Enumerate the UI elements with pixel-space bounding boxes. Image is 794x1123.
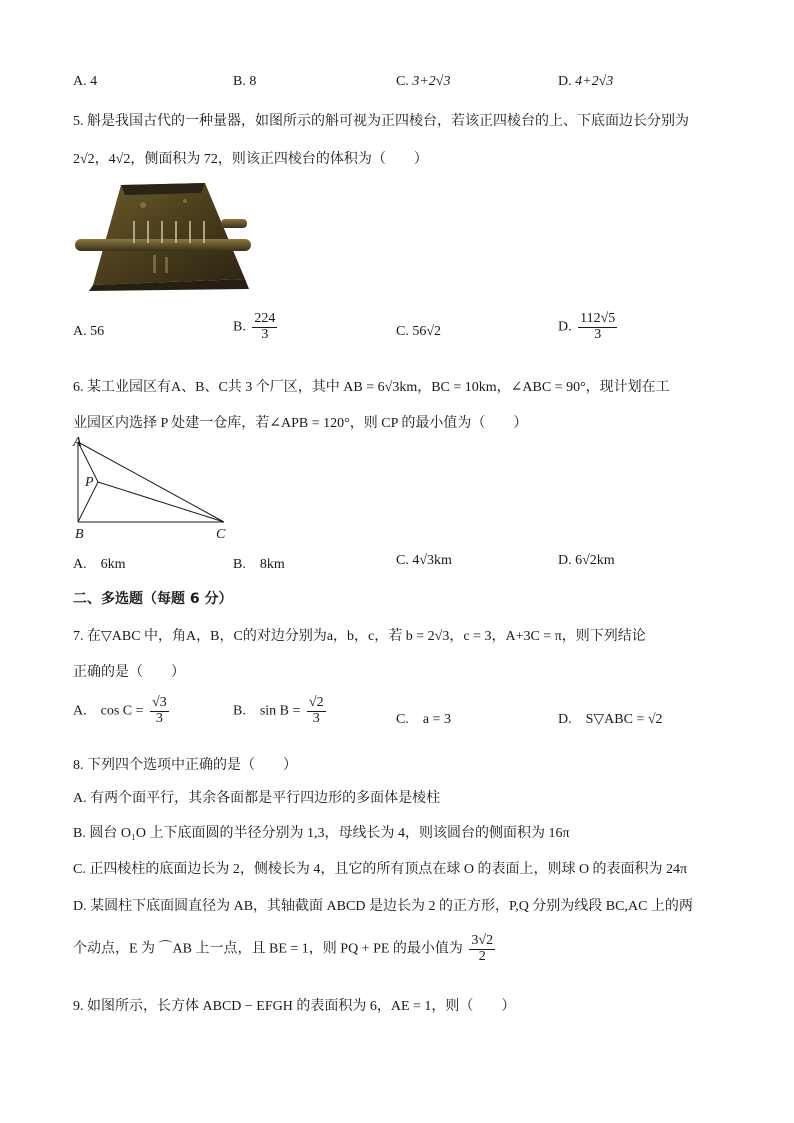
q6-option-a: A. 6km	[73, 557, 126, 572]
q8-option-d-numerator: 3√2	[471, 933, 494, 948]
q5-option-d-numerator: 112√5	[580, 311, 616, 326]
q6-option-c-value: 4√3km	[412, 553, 452, 568]
q4-option-a: A. 4	[73, 74, 98, 89]
label-b: B	[75, 527, 84, 542]
q9-stem: 9. 如图所示，长方体 ABCD − EFGH 的表面积为 6，AE = 1，则（ ）	[73, 999, 516, 1014]
q6-option-c-label: C.	[396, 553, 409, 568]
q4-option-d-label: D.	[558, 74, 572, 89]
label-c: C	[216, 527, 226, 542]
label-a: A	[73, 435, 82, 450]
q7-stem-line1: 7. 在▽ABC 中，角A，B，C的对边分别为a，b，c，若 b = 2√3，c = 3，A+3C = π，则下列结论	[73, 629, 646, 644]
q5-option-a: A. 56	[73, 324, 105, 339]
q5-option-c-value: 56√2	[412, 324, 442, 339]
q4-option-b: B. 8	[233, 74, 257, 89]
q8-option-c: C. 正四棱柱的底面边长为 2，侧棱长为 4，且它的所有顶点在球 O 的表面上，则球 O 的表面积为 24π	[73, 862, 688, 877]
q6-option-c	[396, 553, 452, 569]
q6-option-d-value: 6√2km	[575, 553, 615, 568]
q5-option-b-denominator: 3	[261, 326, 269, 342]
q6-triangle-figure	[70, 432, 240, 542]
q5-option-b-label: B.	[233, 319, 246, 335]
q4-option-d-value: 4+2√3	[575, 74, 614, 89]
q7-option-b	[233, 696, 326, 726]
q8-option-d-denominator: 2	[478, 948, 486, 964]
q6-stem-line2: 业园区内选择 P 处建一仓库，若∠APB = 120°，则 CP 的最小值为（ ）	[73, 416, 528, 431]
label-p: P	[85, 475, 94, 490]
q7-option-a-denominator: 3	[155, 710, 163, 726]
q7-option-d: D. S▽ABC = √2	[558, 712, 663, 727]
hu-vessel-image	[73, 181, 265, 293]
q7-option-c: C. a = 3	[396, 712, 451, 727]
q8-option-d-line2-text: 个动点，E 为 ⌒AB 上一点，且 BE = 1，则 PQ + PE 的最小值为	[73, 941, 463, 957]
q8-option-d-line2	[73, 934, 495, 964]
q7-option-b-numerator: √2	[308, 695, 324, 710]
q7-option-a-label: A. cos C =	[73, 703, 144, 719]
q8-option-d-fraction	[469, 934, 495, 964]
q8-option-d-line1: D. 某圆柱下底面圆直径为 AB，其轴截面 ABCD 是边长为 2 的正方形，P,Q 分别为线段 BC,AC 上的两	[73, 899, 693, 914]
q4-option-c-value: 3+2√3	[412, 74, 451, 89]
q5-option-b-fraction	[252, 312, 277, 342]
q8-stem: 8. 下列四个选项中正确的是（ ）	[73, 758, 297, 773]
q4-option-d	[558, 74, 613, 90]
q7-option-a-fraction	[150, 696, 169, 726]
q4-option-c	[396, 74, 450, 90]
q5-option-d-fraction	[578, 312, 617, 342]
q7-option-b-label: B. sin B =	[233, 703, 301, 719]
q6-option-d-label: D.	[558, 553, 572, 568]
q7-option-b-fraction	[307, 696, 326, 726]
q5-stem-line1: 5. 斛是我国古代的一种量器，如图所示的斛可视为正四棱台，若该正四棱台的上、下底面边长分别为	[73, 114, 689, 129]
q8-option-a: A. 有两个面平行，其余各面都是平行四边形的多面体是棱柱	[73, 791, 441, 806]
q7-option-b-denominator: 3	[312, 710, 320, 726]
q5-stem-line2: 2√2，4√2，侧面积为 72，则该正四棱台的体积为（ ）	[73, 152, 428, 167]
q7-stem-line2: 正确的是（ ）	[73, 665, 185, 680]
q6-option-d	[558, 553, 615, 569]
q4-option-c-label: C.	[396, 74, 409, 89]
q5-option-d-label: D.	[558, 319, 572, 335]
q5-option-b-numerator: 224	[254, 311, 276, 326]
q5-option-b	[233, 312, 277, 342]
q5-option-c	[396, 324, 441, 340]
q7-option-a-numerator: √3	[152, 695, 167, 710]
section-heading: 二、多选题（每题 6 分）	[73, 591, 233, 607]
q5-option-d	[558, 312, 617, 342]
q6-stem-line1: 6. 某工业园区有A、B、C共 3 个厂区，其中 AB = 6√3km，BC = 10km，∠ABC = 90°，现计划在工	[73, 380, 670, 395]
q5-option-d-denominator: 3	[594, 326, 602, 342]
q5-option-c-label: C.	[396, 324, 409, 339]
q7-option-a	[73, 696, 169, 726]
q6-option-b: B. 8km	[233, 557, 285, 572]
q8-option-b: B. 圆台 O₁O 上下底面圆的半径分别为 1,3，母线长为 4，则该圆台的侧面积为 16π	[73, 826, 570, 841]
segment-ac	[78, 442, 224, 522]
